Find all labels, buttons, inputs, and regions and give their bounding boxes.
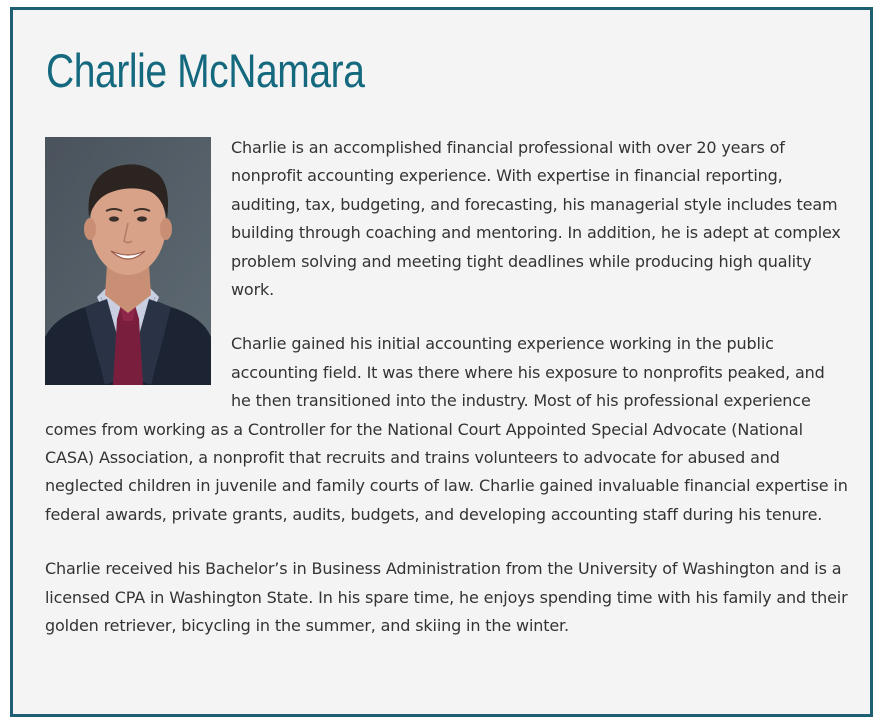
bio-paragraph-2: Charlie gained his initial accounting experience working in the public accounting field. It was there where his exposure to nonprofits peaked, and he then transitioned into the industry. Most of his professional experience comes from working as a Controller for the National Court Appointed Special Advocate (National CASA) Association, a nonprofit that recruits and trains volunteers to advocate for abused and neglected children in juvenile and family courts of law. Charlie gained invaluable financial expertise in federal awards, private grants, audits, budgets, and developing accounting staff during his tenure.: [45, 334, 848, 524]
profile-card: [10, 7, 873, 717]
profile-photo: [45, 137, 211, 385]
profile-bio: [45, 134, 849, 641]
profile-name: Charlie McNamara: [46, 44, 365, 97]
bio-paragraph-3: Charlie received his Bachelor’s in Business Administration from the University of Washington and is a licensed CPA in Washington State. In his spare time, he enjoys spending time with his family and their golden retriever, bicycling in the summer, and skiing in the winter.: [45, 559, 848, 636]
bio-paragraph-1: Charlie is an accomplished financial professional with over 20 years of nonprofit accounting experience. With expertise in financial reporting, auditing, tax, budgeting, and forecasting, his managerial style includes team building through coaching and mentoring. In addition, he is adept at complex problem solving and meeting tight deadlines while producing high quality work.: [231, 138, 841, 300]
